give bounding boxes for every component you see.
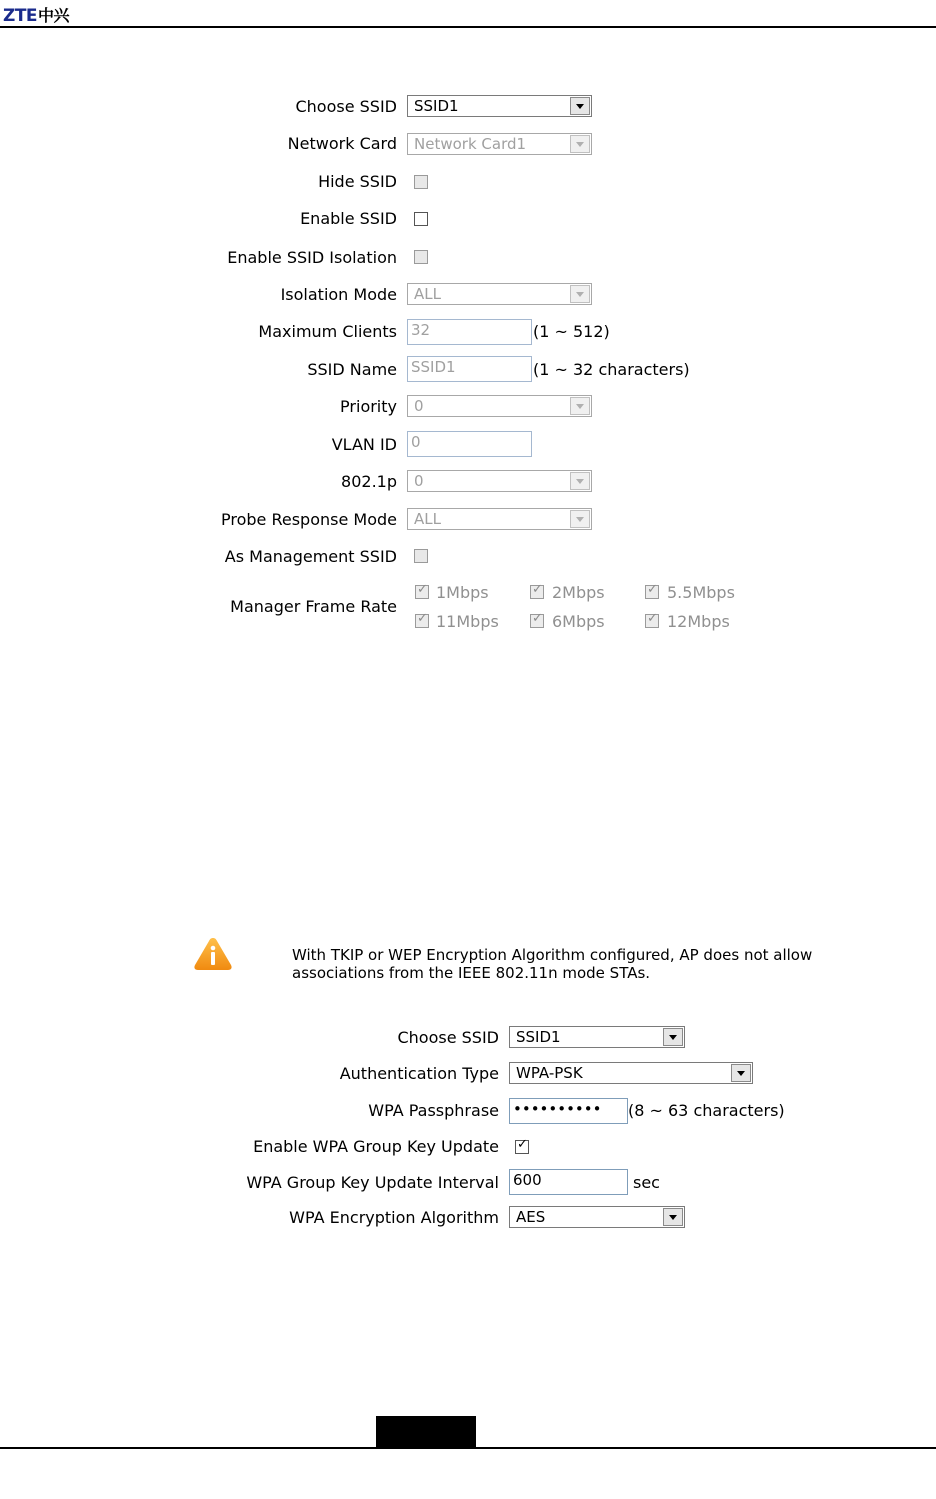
checkmark-icon: ✓ bbox=[647, 582, 658, 597]
frame-rate-label: Manager Frame Rate bbox=[230, 597, 397, 616]
choose-ssid-value: SSID1 bbox=[414, 97, 459, 115]
dot1p-select[interactable] bbox=[407, 470, 592, 492]
checkmark-icon: ✓ bbox=[532, 611, 543, 626]
choose-ssid-select[interactable] bbox=[407, 95, 592, 117]
encryption-select[interactable] bbox=[509, 1206, 685, 1228]
chevron-down-icon[interactable] bbox=[570, 97, 590, 115]
passphrase-label: WPA Passphrase bbox=[368, 1101, 499, 1120]
warning-icon bbox=[193, 936, 233, 976]
passphrase-input[interactable]: •••••••••• bbox=[509, 1098, 628, 1124]
isolation-mode-label: Isolation Mode bbox=[280, 285, 397, 304]
zte-logo bbox=[3, 3, 69, 26]
checkmark-icon: ✓ bbox=[417, 582, 428, 597]
network-card-select[interactable] bbox=[407, 133, 592, 155]
max-clients-input[interactable]: 32 bbox=[407, 319, 532, 345]
auth-type-value: WPA-PSK bbox=[516, 1064, 583, 1082]
rate-12mbps-label: 12Mbps bbox=[667, 612, 730, 631]
mgmt-ssid-label: As Management SSID bbox=[224, 547, 397, 566]
rate-1mbps-label: 1Mbps bbox=[436, 583, 489, 602]
note-line-2: associations from the IEEE 802.11n mode STAs. bbox=[292, 964, 651, 982]
chevron-down-icon[interactable] bbox=[570, 135, 590, 153]
checkmark-icon: ✓ bbox=[532, 582, 543, 597]
rate-2mbps-label: 2Mbps bbox=[552, 583, 605, 602]
enable-ssid-label: Enable SSID bbox=[300, 209, 397, 228]
footer-divider bbox=[0, 1447, 936, 1449]
rate-6mbps-checkbox[interactable] bbox=[530, 611, 544, 628]
priority-label: Priority bbox=[340, 397, 397, 416]
priority-select[interactable] bbox=[407, 395, 592, 417]
group-key-update-label: Enable WPA Group Key Update bbox=[253, 1137, 499, 1156]
note-line-1: With TKIP or WEP Encryption Algorithm configured, AP does not allow bbox=[292, 946, 813, 964]
priority-value: 0 bbox=[414, 397, 424, 415]
ssid-name-input[interactable]: SSID1 bbox=[407, 356, 532, 382]
encryption-value: AES bbox=[516, 1208, 546, 1226]
rate-11mbps-checkbox[interactable] bbox=[415, 611, 429, 628]
ssid-name-hint: (1 ~ 32 characters) bbox=[533, 360, 690, 379]
encryption-label: WPA Encryption Algorithm bbox=[289, 1208, 499, 1227]
hide-ssid-checkbox[interactable] bbox=[414, 175, 428, 189]
vlan-id-input[interactable]: 0 bbox=[407, 431, 532, 457]
sec-choose-ssid-value: SSID1 bbox=[516, 1028, 561, 1046]
rate-5-5mbps-label: 5.5Mbps bbox=[667, 583, 735, 602]
ssid-isolation-checkbox[interactable] bbox=[414, 250, 428, 264]
logo-latin: ZTE bbox=[3, 6, 38, 26]
dot1p-value: 0 bbox=[414, 472, 424, 490]
rate-11mbps-label: 11Mbps bbox=[436, 612, 499, 631]
choose-ssid-label: Choose SSID bbox=[295, 97, 397, 116]
page-number-block bbox=[376, 1416, 476, 1449]
sec-choose-ssid-label: Choose SSID bbox=[397, 1028, 499, 1047]
chevron-down-icon[interactable] bbox=[570, 397, 590, 415]
chevron-down-icon[interactable] bbox=[663, 1028, 683, 1046]
mgmt-ssid-checkbox[interactable] bbox=[414, 549, 428, 563]
chevron-down-icon[interactable] bbox=[570, 285, 590, 303]
group-key-update-checkbox[interactable] bbox=[515, 1137, 529, 1154]
auth-type-label: Authentication Type bbox=[339, 1064, 499, 1083]
tkip-note bbox=[292, 946, 892, 982]
chevron-down-icon[interactable] bbox=[570, 510, 590, 528]
ssid-name-label: SSID Name bbox=[307, 360, 397, 379]
network-card-label: Network Card bbox=[287, 134, 397, 153]
checkmark-icon: ✓ bbox=[647, 611, 658, 626]
probe-mode-label: Probe Response Mode bbox=[221, 510, 397, 529]
chevron-down-icon[interactable] bbox=[663, 1208, 683, 1226]
logo-chinese: 中兴 bbox=[38, 6, 70, 25]
rate-5-5mbps-checkbox[interactable] bbox=[645, 582, 659, 599]
enable-ssid-checkbox[interactable] bbox=[414, 212, 428, 226]
probe-mode-select[interactable] bbox=[407, 508, 592, 530]
rate-6mbps-label: 6Mbps bbox=[552, 612, 605, 631]
auth-type-select[interactable] bbox=[509, 1062, 753, 1084]
rate-12mbps-checkbox[interactable] bbox=[645, 611, 659, 628]
passphrase-hint: (8 ~ 63 characters) bbox=[628, 1101, 785, 1120]
network-card-value: Network Card1 bbox=[414, 135, 527, 153]
sec-choose-ssid-select[interactable] bbox=[509, 1026, 685, 1048]
ssid-isolation-label: Enable SSID Isolation bbox=[227, 248, 397, 267]
vlan-id-label: VLAN ID bbox=[331, 435, 397, 454]
checkmark-icon: ✓ bbox=[517, 1137, 528, 1152]
chevron-down-icon[interactable] bbox=[731, 1064, 751, 1082]
hide-ssid-label: Hide SSID bbox=[318, 172, 397, 191]
group-key-interval-input[interactable]: 600 bbox=[509, 1169, 628, 1195]
max-clients-hint: (1 ~ 512) bbox=[533, 322, 610, 341]
chevron-down-icon[interactable] bbox=[570, 472, 590, 490]
dot1p-label: 802.1p bbox=[341, 472, 397, 491]
rate-2mbps-checkbox[interactable] bbox=[530, 582, 544, 599]
group-key-interval-unit: sec bbox=[633, 1173, 660, 1192]
max-clients-label: Maximum Clients bbox=[258, 322, 397, 341]
isolation-mode-value: ALL bbox=[414, 285, 441, 303]
probe-mode-value: ALL bbox=[414, 510, 441, 528]
isolation-mode-select[interactable] bbox=[407, 283, 592, 305]
checkmark-icon: ✓ bbox=[417, 611, 428, 626]
group-key-interval-label: WPA Group Key Update Interval bbox=[246, 1173, 499, 1192]
rate-1mbps-checkbox[interactable] bbox=[415, 582, 429, 599]
header-divider bbox=[0, 26, 936, 28]
